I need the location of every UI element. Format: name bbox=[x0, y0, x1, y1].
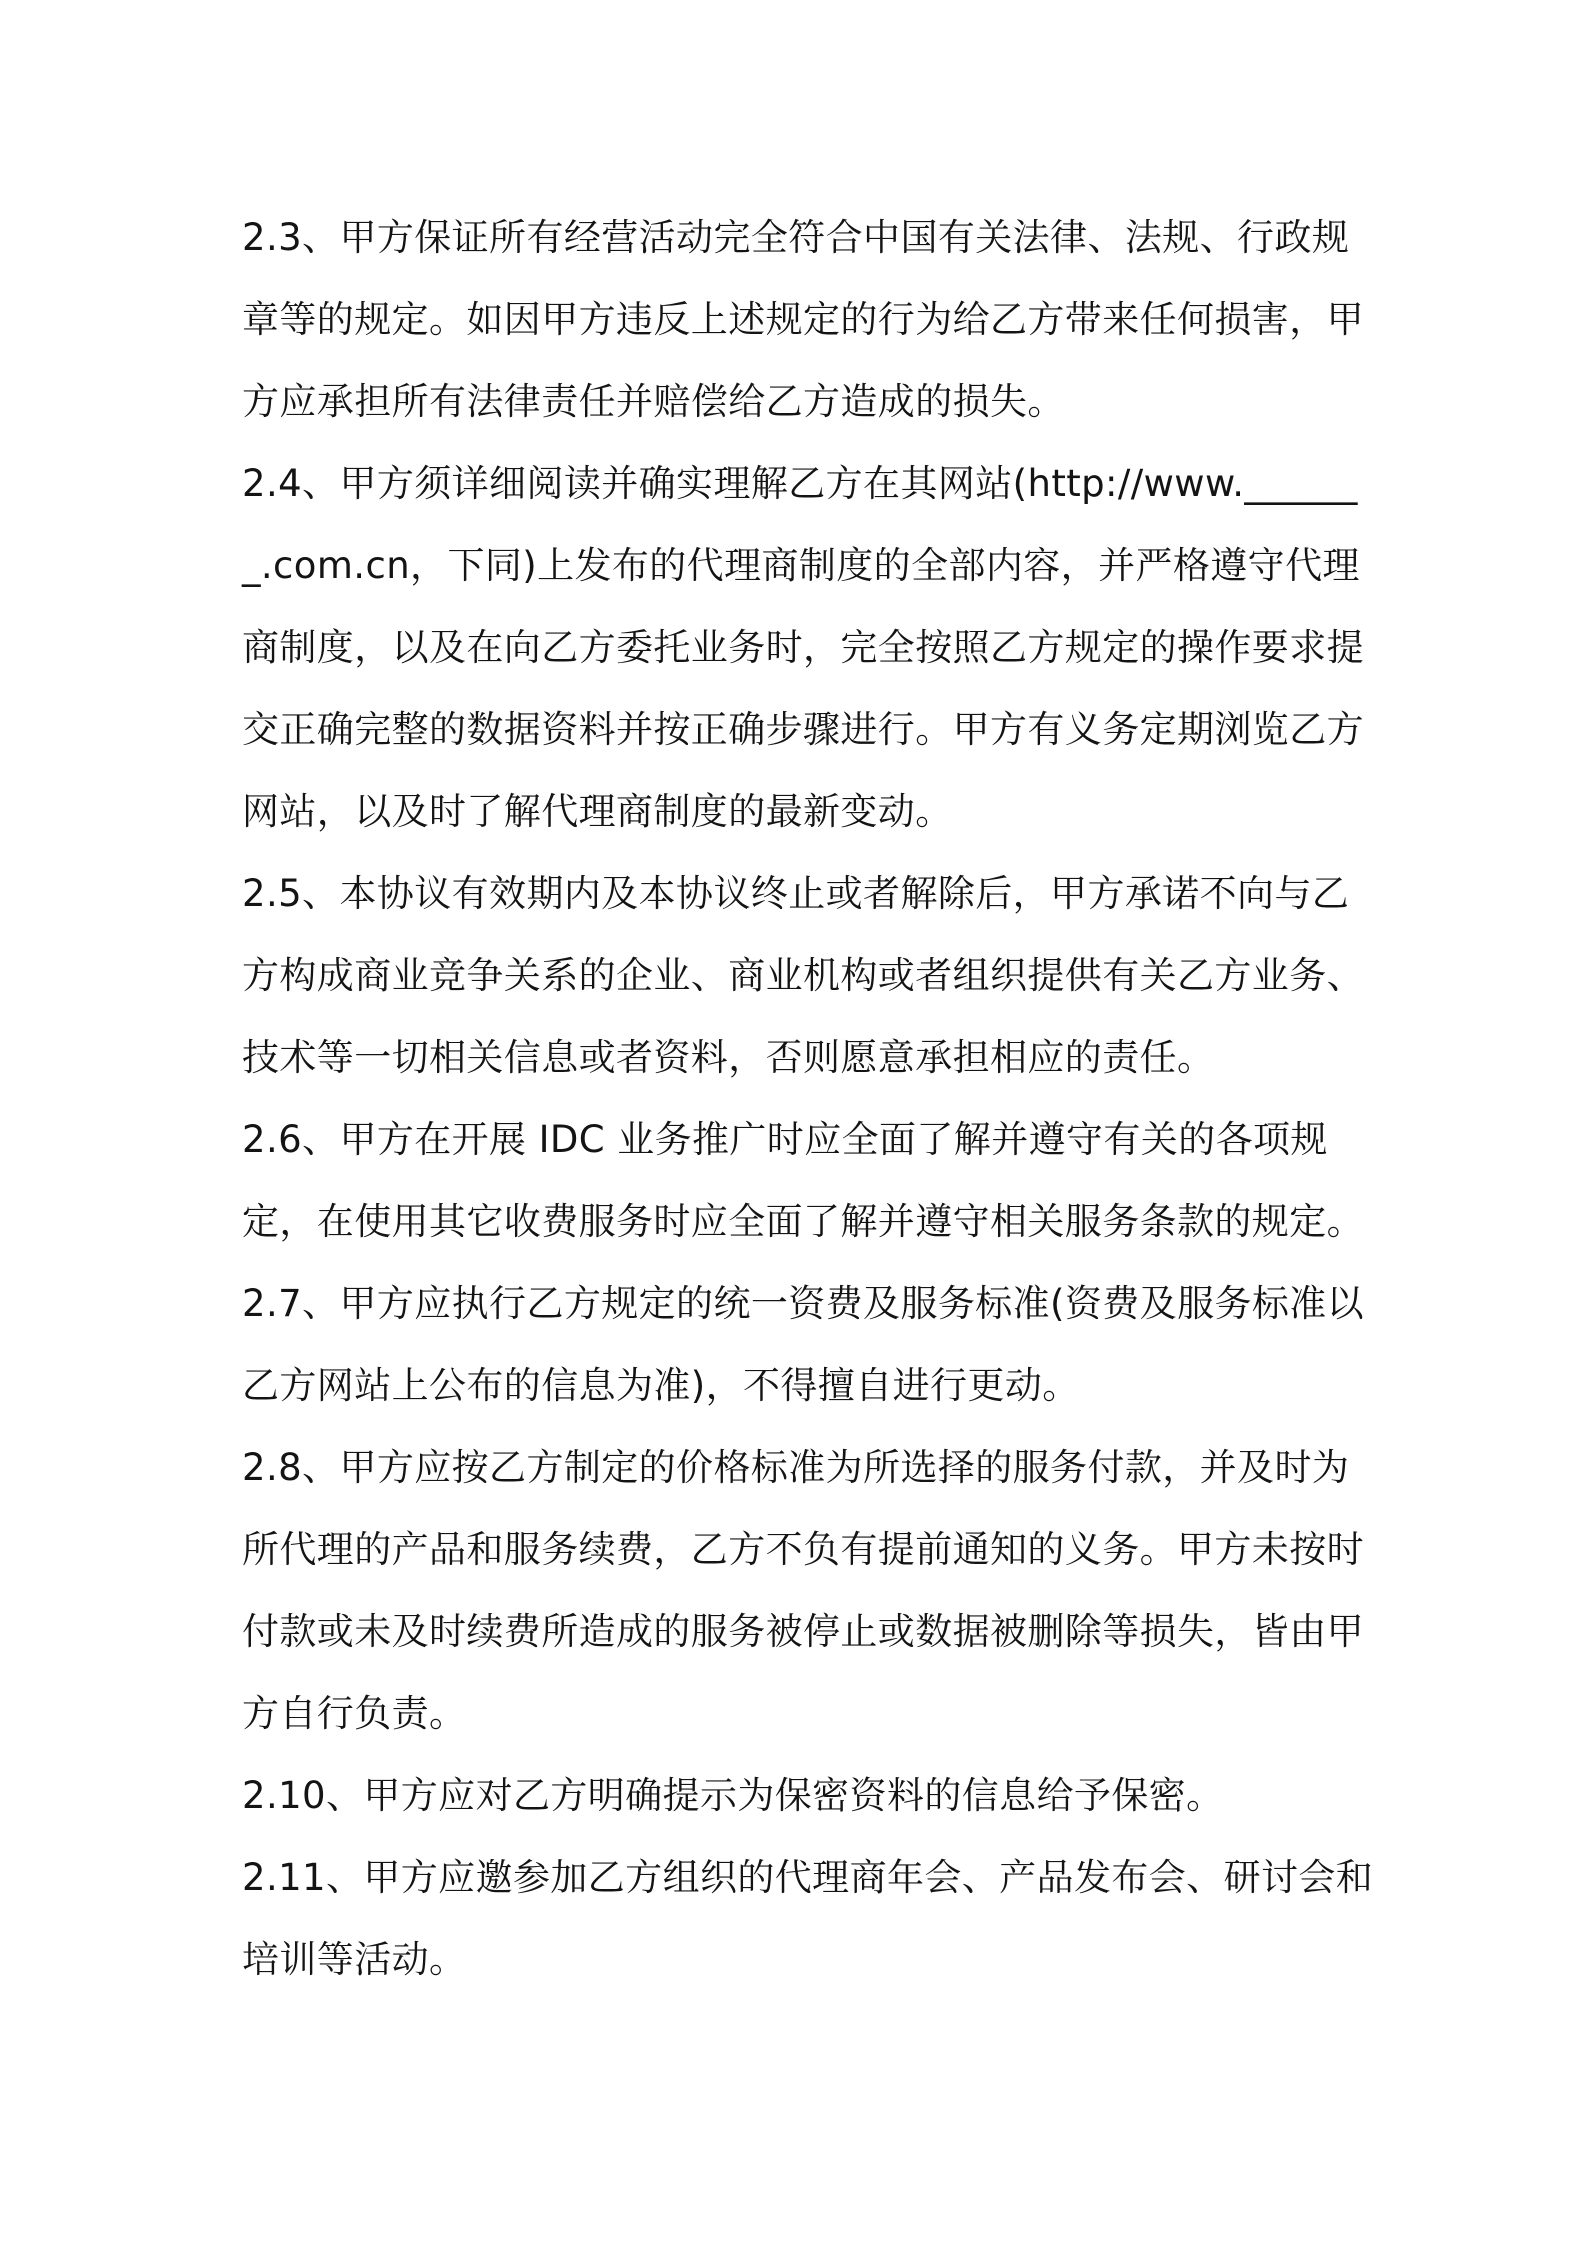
clause-2-8: 2.8、甲方应按乙方制定的价格标准为所选择的服务付款，并及时为所代理的产品和服务续费，乙方不负有提前通知的义务。甲方未按时付款或未及时续费所造成的服务被停止或数据被删除等损失，皆由甲方自行负责。 bbox=[242, 1446, 1364, 1735]
clause-2-11: 2.11、甲方应邀参加乙方组织的代理商年会、产品发布会、研讨会和培训等活动。 bbox=[242, 1856, 1374, 1981]
document-body bbox=[242, 197, 1382, 2001]
clause-2-7: 2.7、甲方应执行乙方规定的统一资费及服务标准(资费及服务标准以乙方网站上公布的信息为准)，不得擅自进行更动。 bbox=[242, 1282, 1365, 1407]
clause-2-10: 2.10、甲方应对乙方明确提示为保密资料的信息给予保密。 bbox=[242, 1774, 1224, 1817]
clause-2-3: 2.3、甲方保证所有经营活动完全符合中国有关法律、法规、行政规章等的规定。如因甲方违反上述规定的行为给乙方带来任何损害，甲方应承担所有法律责任并赔偿给乙方造成的损失。 bbox=[242, 216, 1364, 423]
clause-2-6: 2.6、甲方在开展 IDC 业务推广时应全面了解并遵守有关的各项规定，在使用其它收费服务时应全面了解并遵守相关服务条款的规定。 bbox=[242, 1118, 1364, 1243]
clause-2-4: 2.4、甲方须详细阅读并确实理解乙方在其网站(http://www._______.com.cn，下同)上发布的代理商制度的全部内容，并严格遵守代理商制度，以及在向乙方委托业务时，完全按照乙方规定的操作要求提交正确完整的数据资料并按正确步骤进行。甲方有义务定期浏览乙方网站，以及时了解代理商制度的最新变动。 bbox=[242, 462, 1364, 833]
clause-2-5: 2.5、本协议有效期内及本协议终止或者解除后，甲方承诺不向与乙方构成商业竞争关系的企业、商业机构或者组织提供有关乙方业务、技术等一切相关信息或者资料，否则愿意承担相应的责任。 bbox=[242, 872, 1364, 1079]
